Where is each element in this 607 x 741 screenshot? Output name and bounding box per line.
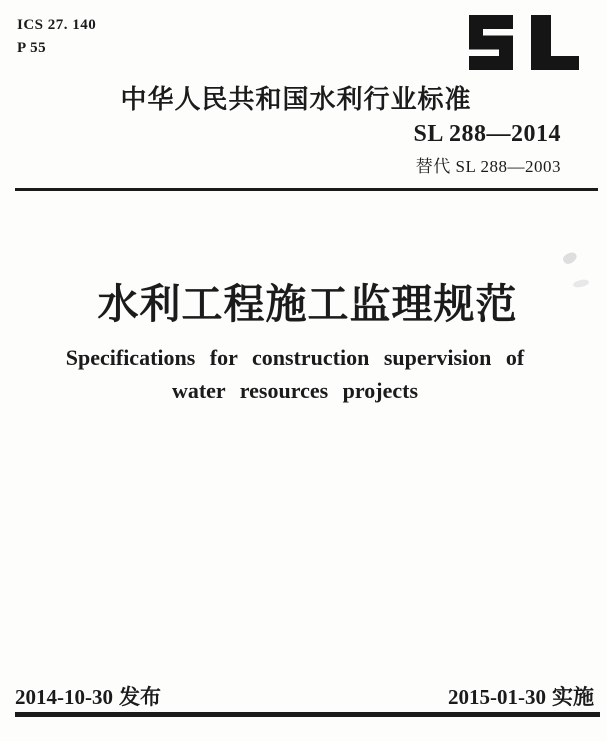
standard-category-title: 中华人民共和国水利行业标准 [120, 84, 472, 114]
footer-dates [15, 681, 594, 711]
standard-number: SL 288—2014 [413, 121, 561, 147]
document-title-en-line1: Specifications for construction supervision of [65, 345, 525, 370]
top-rule-divider [15, 188, 598, 191]
document-title-en-line2: water resources projects [171, 378, 419, 403]
document-title-en [0, 341, 590, 407]
scan-smudge-artifact [561, 250, 578, 266]
classification-codes [17, 14, 96, 60]
issue-date-label: 发布 [119, 685, 161, 709]
issue-date: 2014-10-30 [15, 685, 113, 709]
effective-date: 2015-01-30 [448, 685, 546, 709]
doc-class-code: P 55 [17, 40, 47, 56]
sl-logo [469, 15, 579, 70]
sl-logo-icon [469, 15, 579, 70]
bottom-rule-divider [15, 712, 600, 717]
effective-date-line [448, 681, 594, 711]
supersedes-note: 替代 SL 288—2003 [415, 157, 561, 176]
ics-code: ICS 27. 140 [17, 17, 97, 33]
effective-date-label: 实施 [552, 685, 594, 709]
document-title-zh: 水利工程施工监理规范 [97, 281, 518, 327]
standard-number-block [413, 121, 561, 177]
issue-date-line [15, 681, 161, 711]
sl-logo-text [469, 70, 470, 71]
